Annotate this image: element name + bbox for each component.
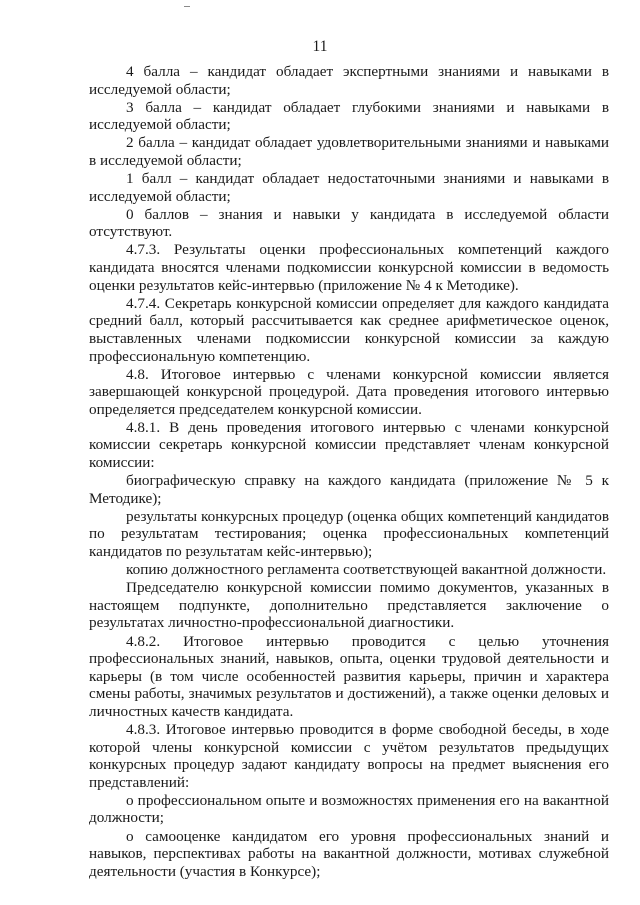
paragraph-4-8-2: 4.8.2. Итоговое интервью проводится с целью уточнения профессиональных знаний, навыков, опыта, оценки трудовой деятельности и карьеры (в том числе особенностей развития карьеры, причин и характера смены работы, значимых результатов и достижений), а также оценки деловых и личностных качеств кандидата. (89, 632, 609, 720)
paragraph-score-3: 3 балла – кандидат обладает глубокими знаниями и навыками в исследуемой области; (89, 98, 609, 134)
paragraph-chairman: Председателю конкурсной комиссии помимо документов, указанных в настоящем подпункте, дополнительно представляется заключение о результатах личностно-профессиональной диагностики. (89, 579, 609, 632)
paragraph-score-4: 4 балла – кандидат обладает экспертными знаниями и навыками в исследуемой области; (89, 63, 609, 98)
page-number: 11 (312, 38, 328, 55)
list-item-self-assessment: о самооценке кандидатом его уровня профессиональных знаний и навыков, перспективах работы на вакантной должности, мотивах служебной деятельности (участия в Конкурсе); (89, 827, 609, 880)
paragraph-4-8: 4.8. Итоговое интервью с членами конкурсной комиссии является завершающей конкурсной процедурой. Дата проведения итогового интервью определяется председателем конкурсной комиссии. (89, 365, 609, 418)
list-item-biography: биографическую справку на каждого кандидата (приложение № 5 к Методике); (89, 472, 609, 507)
paragraph-4-8-1: 4.8.1. В день проведения итогового интервью с членами конкурсной комиссии секретарь конкурсной комиссии представляет членам конкурсной комиссии: (89, 418, 609, 472)
document-body (89, 63, 609, 881)
paragraph-score-0: 0 баллов – знания и навыки у кандидата в исследуемой области отсутствуют. (89, 205, 609, 241)
scan-mark (184, 6, 190, 7)
paragraph-score-2: 2 балла – кандидат обладает удовлетворительными знаниями и навыками в исследуемой области; (89, 134, 609, 169)
list-item-experience: о профессиональном опыте и возможностях применения его на вакантной должности; (89, 791, 609, 827)
list-item-results: результаты конкурсных процедур (оценка общих компетенций кандидатов по результатам тестирования; оценка профессиональных компетенций кандидатов по результатам кейс-интервью); (89, 507, 609, 561)
list-item-regulation: копию должностного регламента соответствующей вакантной должности. (126, 561, 607, 579)
paragraph-4-7-3: 4.7.3. Результаты оценки профессиональных компетенций каждого кандидата вносятся членами подкомиссии конкурсной комиссии в ведомость оценки результатов кейс-интервью (приложение № 4 к Методике). (89, 241, 609, 294)
paragraph-4-7-4: 4.7.4. Секретарь конкурсной комиссии определяет для каждого кандидата средний балл, который рассчитывается как среднее арифметическое оценок, выставленных членами подкомиссии конкурсной комиссии за каждую профессиональную компетенцию. (89, 294, 609, 365)
paragraph-4-8-3: 4.8.3. Итоговое интервью проводится в форме свободной беседы, в ходе которой члены конкурсной комиссии с учётом результатов предыдущих конкурсных процедур задают кандидату вопросы на предмет выяснения его представлений: (89, 720, 609, 791)
paragraph-score-1: 1 балл – кандидат обладает недостаточными знаниями и навыками в исследуемой области; (89, 170, 609, 205)
